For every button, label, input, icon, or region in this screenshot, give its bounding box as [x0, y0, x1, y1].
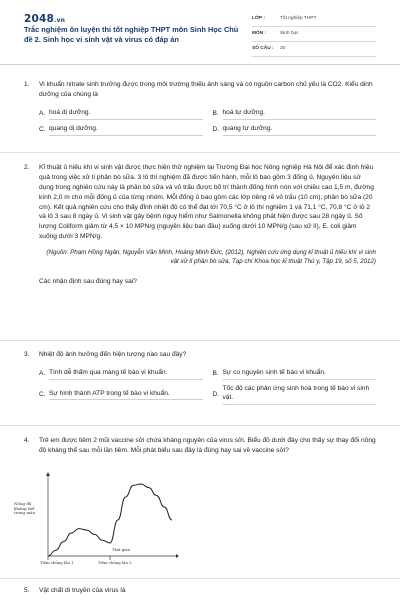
option-a[interactable]: [39, 108, 203, 120]
question-3: [24, 350, 376, 405]
question-divider: [0, 340, 400, 341]
option-d[interactable]: [213, 384, 377, 405]
option-text: Sự co nguyên sinh tế bào vi khuẩn.: [223, 368, 377, 380]
document-meta: [252, 12, 376, 57]
question-text: Trẻ em được tiêm 2 mũi vaccine sởi chứa kháng nguyên của virus sởi. Biểu đồ dưới đây cho thấy sự thay đổi nồng độ kháng thể sau mỗi lần tiêm. Mỗi phát biểu sau đây là đúng hay sai về vaccine sởi?: [39, 437, 376, 454]
question-number: 5.: [24, 587, 30, 594]
option-b[interactable]: [213, 368, 377, 380]
option-letter: C.: [39, 390, 46, 398]
option-text: quang tự dưỡng.: [223, 124, 377, 136]
option-text: quang dị dưỡng.: [49, 124, 203, 136]
x-axis-label: Thời gian: [112, 547, 131, 552]
question-prompt: Các nhận định sau đúng hay sai?: [39, 277, 137, 285]
question-text: Nhiệt độ ảnh hưởng đến hiện tượng nào sau đây?: [39, 351, 187, 358]
option-letter: C.: [39, 126, 46, 133]
option-text: hoá tự dưỡng.: [223, 108, 377, 120]
document-header: [0, 0, 400, 62]
chart-svg: [40, 470, 180, 566]
antibody-chart: [40, 470, 180, 566]
question-text: Kĩ thuật ủ hiếu khí vi sinh vật được thực hiện thử nghiệm tại Trường Đại học Nông nghiệp Hà Nội để xác định hiệu quả trong việc xử lí phân bò sữa. 3 lô thí nghiệm đã được tiến hành, mỗi lô bao gồm 3 đống ủ. Nguyên liệu sử dụng trong nghiên cứu này là phân bò sữa và vỏ trấu được bố trí thành đống hình nón với chiều cao 1,5 m, đường kính 2,0 m cho mỗi đống ủ của từng nhóm. Mỗi đống ủ bao gồm các lớp riêng rẽ vỏ trấu (10 cm), phân bò sữa (20 cm). Kết quả nghiên cứu cho thấy đỉnh nhiệt độ có thể đạt tới 70,5 °C ở lô thí nghiệm 1 và 71,1 °C, 70,8 °C ở lô 2 và lô 3 sau 8 ngày ủ. Vi sinh vật gây bệnh nguy hiểm như Salmonella không phát hiện được sau 28 ngày ủ. Số lượng Coliform giảm từ 4,5 × 10 MPN/g (nguyên liệu ban đầu) xuống dưới 10 MPN/g (sau xử lí), E. coli giảm xuống dưới 3 MPN/g.: [39, 164, 374, 241]
dose-1-label: Tiêm chủng lần 1: [40, 560, 74, 565]
option-text: hoá dị dưỡng.: [49, 108, 203, 120]
meta-subject-key: MÔN :: [252, 30, 267, 36]
question-4: [24, 436, 376, 456]
answer-options: [39, 108, 376, 136]
option-text: Tốc độ các phản ứng sinh hoá trong tế bào vi sinh vật.: [223, 384, 377, 405]
option-letter: B.: [212, 370, 219, 378]
answer-options: [39, 368, 376, 405]
option-c[interactable]: [39, 124, 203, 136]
meta-subject-row: [252, 27, 376, 42]
question-text: Vật chất di truyền của virus là: [39, 587, 126, 594]
y-axis-arrow: [46, 472, 50, 476]
option-letter: A.: [39, 370, 46, 378]
option-c[interactable]: [39, 384, 203, 405]
question-divider: [0, 425, 400, 426]
meta-count-value: 20: [280, 45, 286, 51]
question-number: 2.: [24, 164, 30, 171]
option-letter: B.: [212, 110, 219, 117]
meta-count-key: SỐ CÂU :: [252, 45, 274, 51]
question-2: [24, 163, 376, 286]
source-citation: (Nguồn: Phạm Hồng Ngân, Nguyễn Văn Minh, Hoàng Minh Đức, (2012), Nghiên cứu ứng dụng kĩ thuật ủ hiếu khí vi sinh vật xử lí phân bò sữa, Tạp chí Khoa học kĩ thuật Thú y, Tập 19, số 5, 2012): [46, 249, 376, 266]
meta-class-value: Tốt nghiệp THPT: [280, 15, 317, 21]
option-letter: D.: [212, 126, 220, 133]
question-divider: [0, 152, 400, 153]
document-title: Trắc nghiệm ôn luyện thi tốt nghiệp THPT môn Sinh Học Chủ đề 2. Sinh học vi sinh vật và virus có đáp án: [24, 25, 239, 44]
question-number: 3.: [24, 351, 30, 358]
option-b[interactable]: [213, 108, 377, 120]
meta-class-key: LỚP :: [252, 15, 266, 21]
option-a[interactable]: [39, 368, 203, 380]
question-number: 1.: [24, 81, 30, 88]
meta-subject-value: Sinh học: [280, 30, 299, 36]
option-letter: D.: [212, 390, 220, 398]
chart-y-axis-label: Nồng độ kháng thể trong máu: [14, 501, 36, 516]
option-d[interactable]: [213, 124, 377, 136]
option-text: Tính dễ thấm qua màng tế bào vi khuẩn.: [49, 368, 203, 380]
antibody-curve: [48, 484, 172, 556]
option-letter: A.: [39, 110, 46, 117]
meta-count-row: [252, 42, 376, 57]
logo-suffix: .vn: [54, 17, 66, 24]
question-5: [24, 586, 376, 596]
x-axis-arrow: [176, 554, 179, 558]
dose-2-label: Tiêm chủng lần 2: [98, 560, 132, 565]
header-divider: [0, 64, 400, 65]
meta-class-row: [252, 12, 376, 27]
logo-main: 2048: [24, 13, 55, 25]
question-text: Vi khuẩn nitrate sinh trưởng được trong môi trường thiếu ánh sáng và có nguồn carbon chủ yếu là CO2. Kiểu dinh dưỡng của chúng là: [39, 81, 373, 98]
option-text: Sự hình thành ATP trong tế bào vi khuẩn.: [49, 389, 203, 401]
question-divider: [0, 578, 400, 579]
question-number: 4.: [24, 437, 30, 444]
question-1: [24, 80, 376, 136]
